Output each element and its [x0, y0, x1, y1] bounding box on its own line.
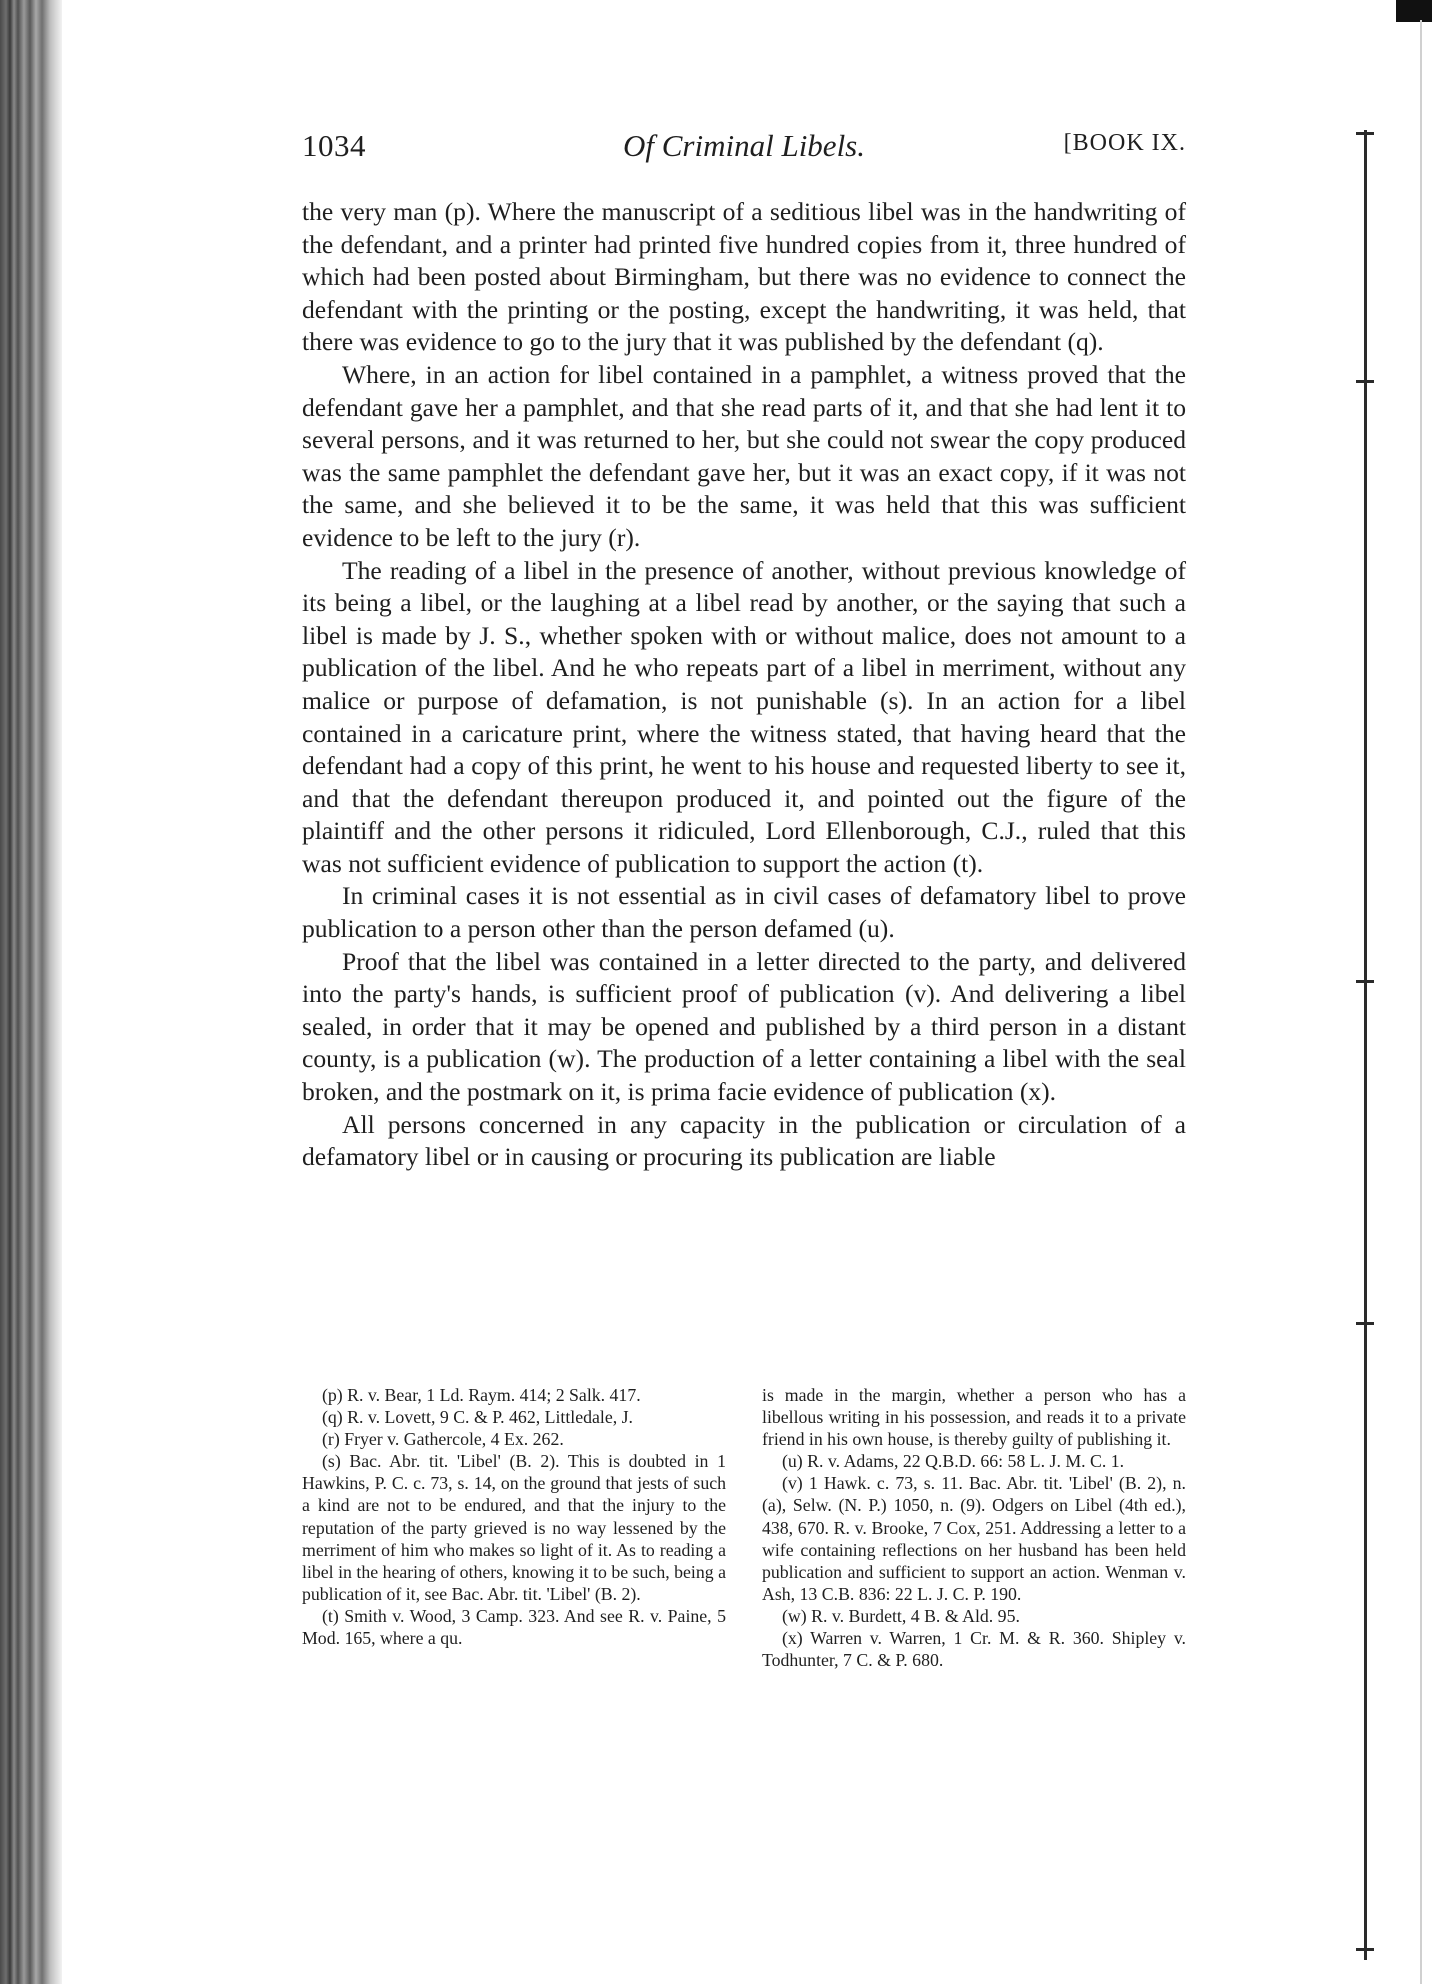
footnote: (p) R. v. Bear, 1 Ld. Raym. 414; 2 Salk. 417.	[322, 1385, 641, 1405]
footnote: (x) Warren v. Warren, 1 Cr. M. & R. 360. Shipley v. Todhunter, 7 C. & P. 680.	[762, 1628, 1186, 1671]
margin-tick	[1356, 132, 1374, 135]
page-number: 1034	[302, 128, 366, 163]
running-header	[302, 128, 1186, 178]
book-gutter-edge	[0, 0, 62, 1984]
running-title: Of Criminal Libels.	[622, 128, 865, 163]
body-text	[302, 196, 1186, 1174]
footnote: (v) 1 Hawk. c. 73, s. 11. Bac. Abr. tit. 'Libel' (B. 2), n. (a), Selw. (N. P.) 1050, n. (9). Odgers on Libel (4th ed.), 438, 670. R. v. Brooke, 7 Cox, 251. Addressing a letter to a wife containing reflections on her husband has been held publication and sufficient to support an action. Wenman v. Ash, 13 C.B. 836: 22 L. J. C. P. 190.	[762, 1473, 1186, 1604]
footnotes-left-column	[302, 1384, 726, 1671]
footnotes	[302, 1384, 1186, 1671]
body-paragraph: Where, in an action for libel contained in a pamphlet, a witness proved that the defendant gave her a pamphlet, and that she read parts of it, and that she had lent it to several persons, and it was returned to her, but she could not swear the copy produced was the same pamphlet the defendant gave her, but it was an exact copy, if it was not the same, and she believed it to be the same, it was held that this was sufficient evidence to be left to the jury (r).	[302, 359, 1186, 552]
footnote: (r) Fryer v. Gathercole, 4 Ex. 262.	[322, 1429, 564, 1450]
footnote: (t) Smith v. Wood, 3 Camp. 323. And see R. v. Paine, 5 Mod. 165, where a qu.	[302, 1605, 726, 1649]
footnote: (w) R. v. Burdett, 4 B. & Ald. 95.	[782, 1605, 1020, 1626]
margin-tick	[1356, 1948, 1374, 1951]
footnote: (u) R. v. Adams, 22 Q.B.D. 66: 58 L. J. M. C. 1.	[782, 1451, 1125, 1472]
book-page	[302, 128, 1186, 1671]
footnotes-right-column	[762, 1384, 1186, 1671]
body-paragraph: All persons concerned in any capacity in the publication or circulation of a defamatory libel or in causing or procuring its publication are liable	[302, 1109, 1186, 1172]
footnote: is made in the margin, whether a person who has a libellous writing in his possession, and reads it to a private friend in his own house, is thereby guilty of publishing it.	[762, 1385, 1186, 1450]
page-edge-line	[1420, 20, 1422, 1984]
body-paragraph: the very man (p). Where the manuscript of a seditious libel was in the handwriting of the defendant, and a printer had printed five hundred copies from it, three hundred of which had been posted about Birmingham, but there was no evidence to connect the defendant with the printing or the posting, except the handwriting, it was held, that there was evidence to go to the jury that it was published by the defendant (q).	[302, 197, 1186, 357]
footnote: (s) Bac. Abr. tit. 'Libel' (B. 2). This is doubted in 1 Hawkins, P. C. c. 73, s. 14, on the ground that jests of such a kind are not to be endured, and that the injury to the reputation of the party grieved is no way lessened by the merriment of him who makes so light of it. As to reading a libel in the hearing of others, knowing it to be such, being a publication of it, see Bac. Abr. tit. 'Libel' (B. 2).	[302, 1451, 726, 1604]
body-paragraph: The reading of a libel in the presence of another, without previous knowledge of its being a libel, or the laughing at a libel read by another, or the saying that such a libel is made by J. S., whether spoken with or without malice, does not amount to a publication of the libel. And he who repeats part of a libel in merriment, without any malice or purpose of defamation, is not punishable (s). In an action for a libel contained in a caricature print, where the witness stated, that having heard that the defendant had a copy of this print, he went to his house and requested liberty to see it, and that the defendant thereupon produced it, and pointed out the figure of the plaintiff and the other persons it ridiculed, Lord Ellenborough, C.J., ruled that this was not sufficient evidence of publication to support the action (t).	[302, 555, 1186, 878]
footnote: (q) R. v. Lovett, 9 C. & P. 462, Littledale, J.	[322, 1407, 633, 1428]
scan-corner-mark	[1396, 0, 1432, 22]
book-fore-edge	[1336, 0, 1432, 1984]
body-paragraph: In criminal cases it is not essential as in civil cases of defamatory libel to prove publication to a person other than the person defamed (u).	[302, 881, 1186, 944]
margin-tick	[1356, 980, 1374, 983]
margin-rule	[1364, 130, 1367, 1960]
book-label: [BOOK IX.	[1063, 130, 1186, 156]
body-paragraph: Proof that the libel was contained in a letter directed to the party, and delivered into the party's hands, is sufficient proof of publication (v). And delivering a libel sealed, in order that it may be opened and published by a third person in a distant county, is a publication (w). The production of a letter containing a libel with the seal broken, and the postmark on it, is prima facie evidence of publication (x).	[302, 946, 1186, 1107]
margin-tick	[1356, 380, 1374, 383]
margin-tick	[1356, 1322, 1374, 1325]
